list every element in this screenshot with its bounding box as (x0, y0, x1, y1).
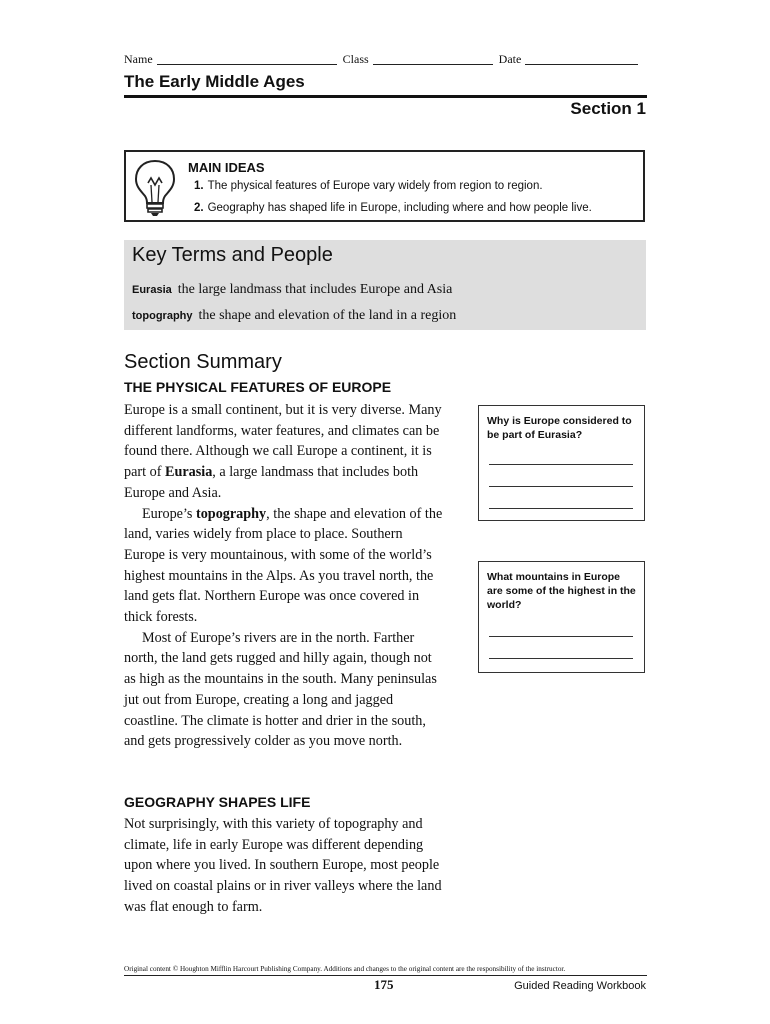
question-text: Why is Europe considered to be part of Eurasia? (487, 415, 632, 441)
key-term: Eurasia (132, 284, 172, 296)
key-term-definition: the large landmass that includes Europe and Asia (177, 282, 453, 297)
main-idea-1: 1. The physical features of Europe vary widely from region to region. (194, 180, 543, 192)
key-term-row (132, 306, 456, 324)
paragraph: Europe’s topography, the shape and elevation of the land, varies widely from place to place. Southern Europe is very mountainous, with some of the world’s highest mountains in the Alps. As you travel north, the land gets flat. Northern Europe was once covered in thick forests. (124, 505, 443, 626)
paragraph: Europe is a small continent, but it is very diverse. Many different landforms, water features, and climates can be found there. Although we call Europe a continent, it is part of Eurasia, a large landmass that includes both Europe and Asia. (124, 402, 442, 501)
student-info-header (124, 52, 646, 67)
paragraph: Most of Europe’s rivers are in the north. Farther north, the land gets rugged and hilly again, though not as high as the mountains in the south. Many peninsulas jut out from Europe, creating a long and jagged coastline. The climate is hotter and drier in the south, and gets progressively colder as you move north. (124, 629, 437, 750)
question-text: What mountains in Europe are some of the highest in the world? (487, 571, 636, 611)
name-field[interactable] (157, 52, 337, 65)
section-label: Section 1 (570, 99, 646, 118)
question-box-1 (478, 405, 645, 521)
date-field[interactable] (525, 52, 638, 65)
bold-term-eurasia: Eurasia (164, 464, 213, 481)
answer-line[interactable] (489, 507, 633, 509)
chapter-title: The Early Middle Ages (124, 72, 305, 91)
physical-features-text (124, 400, 446, 752)
paragraph: Not surprisingly, with this variety of topography and climate, life in early Europe was different depending upon where you lived. In southern Europe, most people lived on coastal plains or in river valleys where the land was flat enough to farm. (124, 816, 442, 915)
answer-line[interactable] (489, 635, 633, 637)
key-terms-box (124, 240, 646, 330)
key-term-definition: the shape and elevation of the land in a region (198, 308, 457, 323)
bold-term-topography: topography (195, 505, 267, 522)
page-number: 175 (374, 977, 394, 992)
answer-line[interactable] (489, 463, 633, 465)
main-ideas-title: MAIN IDEAS (188, 160, 265, 175)
class-label: Class (342, 52, 369, 66)
section-summary-title: Section Summary (124, 351, 282, 373)
class-field[interactable] (373, 52, 493, 65)
geography-life-heading: GEOGRAPHY SHAPES LIFE (124, 794, 311, 810)
workbook-title: Guided Reading Workbook (514, 980, 646, 992)
answer-line[interactable] (489, 657, 633, 659)
date-label: Date (498, 52, 522, 66)
footer-rule (124, 975, 647, 976)
main-ideas-box (124, 150, 645, 222)
copyright-notice: Original content © Houghton Mifflin Harcourt Publishing Company. Additions and changes to the original content are the responsibility of the instructor. (124, 965, 566, 973)
main-idea-2: 2. Geography has shaped life in Europe, including where and how people live. (194, 202, 592, 214)
lightbulb-icon (132, 158, 178, 218)
question-box-2 (478, 561, 645, 673)
physical-features-heading: THE PHYSICAL FEATURES OF EUROPE (124, 379, 392, 395)
title-rule (124, 95, 647, 98)
key-terms-title: Key Terms and People (132, 244, 333, 266)
answer-line[interactable] (489, 485, 633, 487)
key-term: topography (132, 310, 193, 322)
geography-life-text (124, 814, 446, 918)
key-term-row (132, 280, 452, 298)
name-label: Name (124, 52, 153, 66)
